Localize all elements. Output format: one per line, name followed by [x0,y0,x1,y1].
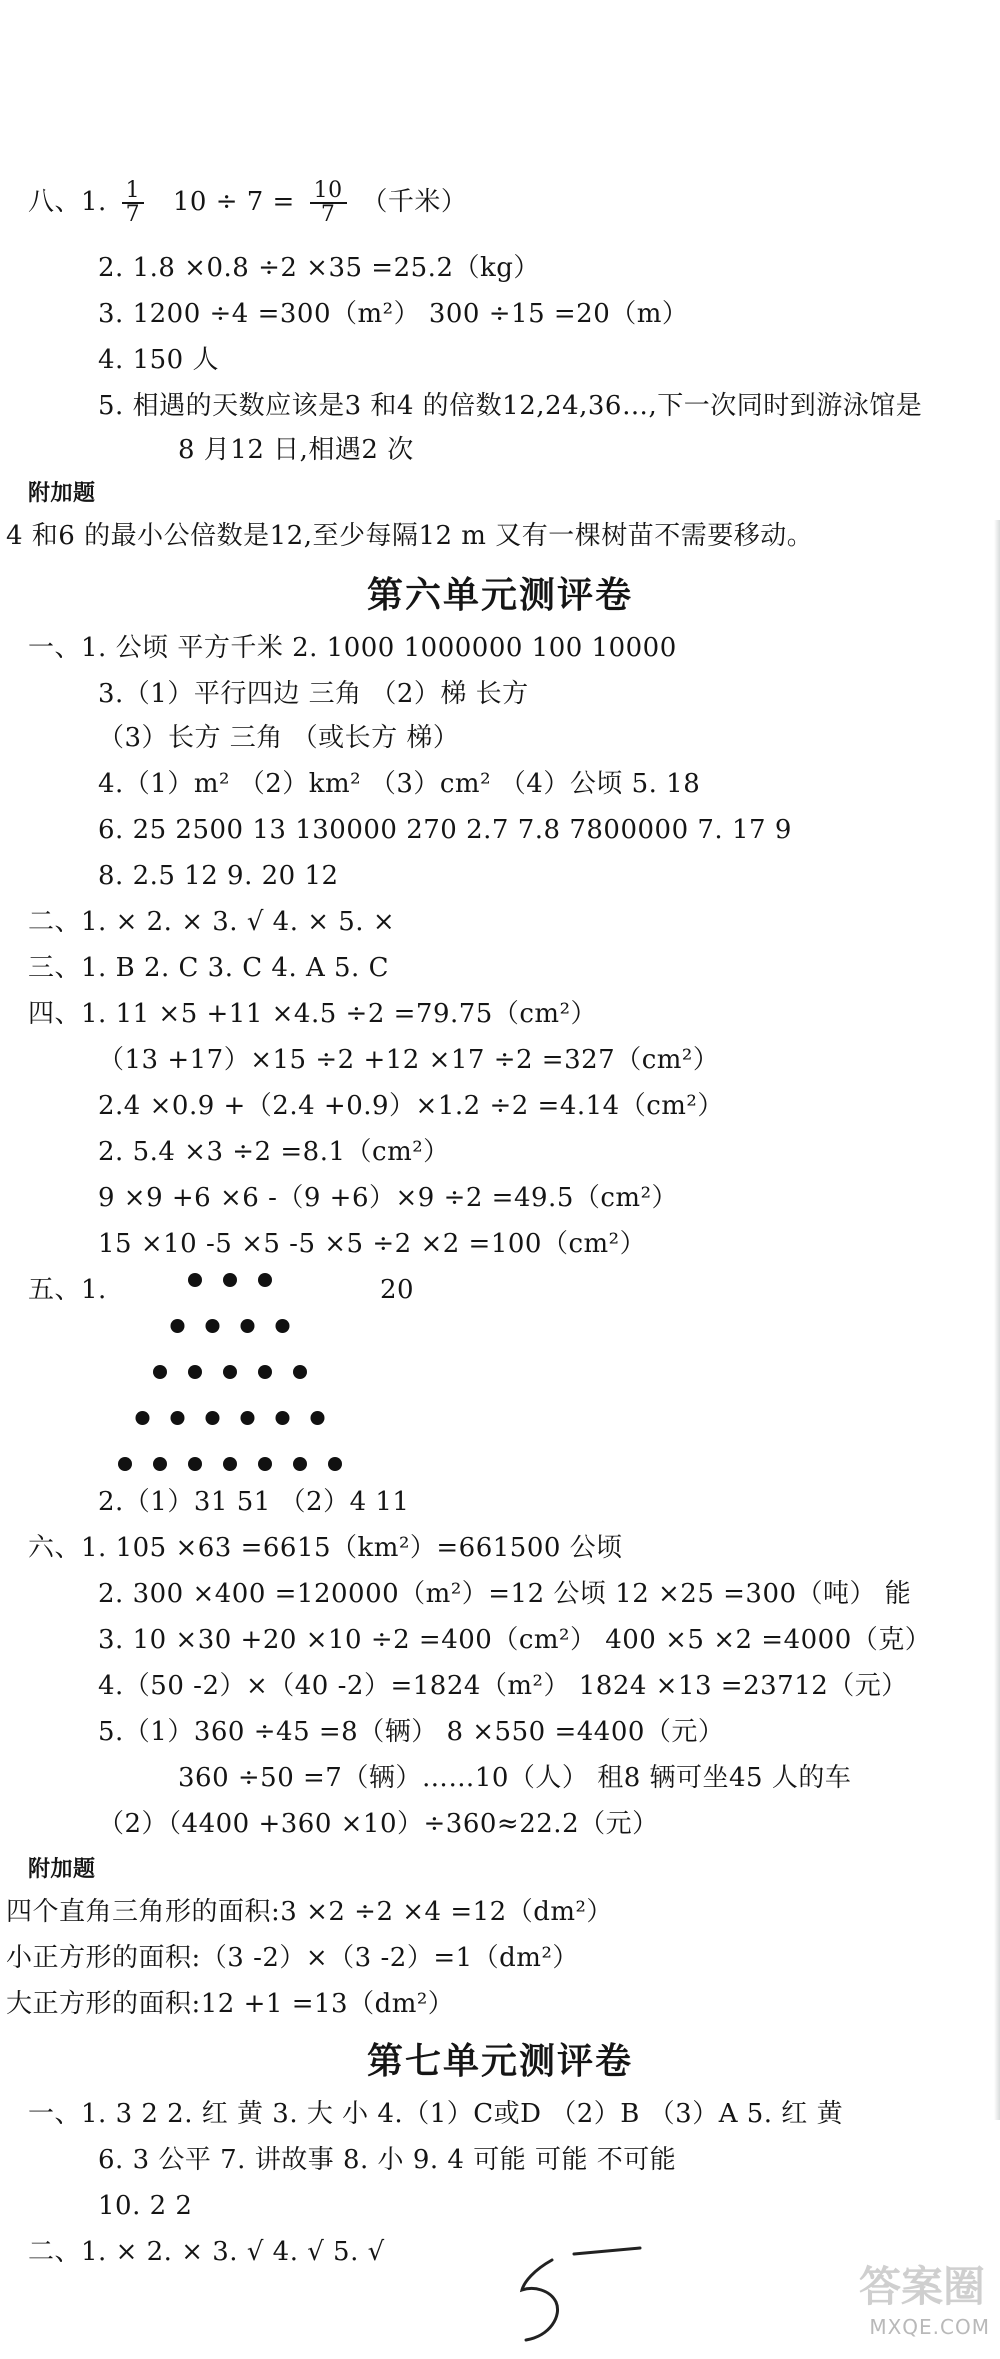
answer-line-8-2: 2. 1.8 ×0.8 ÷2 ×35 =25.2（kg） [98,253,540,283]
triangle-dot [118,1457,132,1471]
u6-line-8: 三、1. B 2. C 3. C 4. A 5. C [28,953,389,983]
fraction-numerator: 1 [122,180,145,204]
fraction-denominator: 7 [320,202,336,227]
section-title-unit7: 第七单元测评卷 [366,2041,633,2082]
answer-line-8-5b: 8 月12 日,相遇2 次 [178,435,414,465]
triangle-dot [206,1319,220,1333]
u6-line-11: 2.4 ×0.9 +（2.4 +0.9）×1.2 ÷2 =4.14（cm²） [98,1091,724,1121]
u6-extra-line-1: 四个直角三角形的面积:3 ×2 ÷2 ×4 =12（dm²） [6,1897,613,1927]
triangle-dot [241,1411,255,1425]
u6-line-6: 8. 2.5 12 9. 20 12 [98,861,339,891]
u6-line-3: （3）长方 三角 （或长方 梯） [98,723,460,753]
extra-answer-unit5: 4 和6 的最小公倍数是12,至少每隔12 m 又有一棵树苗不需要移动。 [6,521,814,551]
triangle-dot [136,1411,150,1425]
u6-line-18: 2. 300 ×400 =120000（m²）=12 公顷 12 ×25 =300（吨） 能 [98,1579,912,1609]
triangle-dot [188,1273,202,1287]
triangle-dot [258,1365,272,1379]
u6-line-14: 15 ×10 -5 ×5 -5 ×5 ÷2 ×2 =100（cm²） [98,1229,647,1259]
triangle-dot [258,1273,272,1287]
triangle-dot [258,1457,272,1471]
triangle-dot [171,1411,185,1425]
u6-line-2: 3.（1）平行四边 三角 （2）梯 长方 [98,679,529,709]
q8-1-expression: 10 ÷ 7 = [172,187,295,217]
u6-line-13: 9 ×9 +6 ×6 -（9 +6）×9 ÷2 =49.5（cm²） [98,1183,678,1213]
triangle-dot [241,1319,255,1333]
u6-line-5: 6. 25 2500 13 130000 270 2.7 7.8 7800000 7. 17 9 [98,815,792,845]
triangle-dot [153,1457,167,1471]
u7-line-1: 一、1. 3 2 2. 红 黄 3. 大 小 4.（1）C或D （2）B （3）A 5. 红 黄 [28,2099,844,2129]
fraction-numerator: 10 [310,180,347,204]
scan-edge-shadow [994,520,1000,2120]
triangle-dot [276,1411,290,1425]
watermark-url: MXQE.COM [869,2315,990,2339]
answer-line-8-3: 3. 1200 ÷4 =300（m²） 300 ÷15 =20（m） [98,299,689,329]
triangle-dot [223,1273,237,1287]
triangle-dot [311,1411,325,1425]
u6-line-19: 3. 10 ×30 +20 ×10 ÷2 =400（cm²） 400 ×5 ×2 =4000（克） [98,1625,932,1655]
triangle-dot [223,1365,237,1379]
u6-q5-answer: 20 [380,1275,415,1305]
triangle-dot [293,1457,307,1471]
u6-line-23: （2）（4400 +360 ×10）÷360≈22.2（元） [98,1809,659,1839]
triangle-dot [171,1319,185,1333]
u6-extra-line-2: 小正方形的面积:（3 -2）×（3 -2）=1（dm²） [6,1943,579,1973]
extra-heading-unit6: 附加题 [28,1857,96,1882]
u6-line-1: 一、1. 公顷 平方千米 2. 1000 1000000 100 10000 [28,633,677,663]
u6-line-12: 2. 5.4 ×3 ÷2 =8.1（cm²） [98,1137,450,1167]
u6-line-17: 六、1. 105 ×63 =6615（km²）=661500 公顷 [28,1533,623,1563]
u6-line-22: 360 ÷50 =7（辆）……10（人） 租8 辆可坐45 人的车 [178,1763,852,1793]
u7-line-3: 10. 2 2 [98,2191,193,2221]
u6-line-16: 2.（1）31 51 （2）4 11 [98,1487,410,1517]
handwritten-page-number [490,2220,660,2350]
fraction-denominator: 7 [125,202,141,227]
section-title-unit6: 第六单元测评卷 [366,575,633,616]
u6-line-7: 二、1. × 2. × 3. √ 4. × 5. × [28,907,396,937]
extra-heading-unit5: 附加题 [28,481,96,506]
u6-extra-line-3: 大正方形的面积:12 +1 =13（dm²） [6,1989,455,2019]
u6-line-4: 4.（1）m² （2）km² （3）cm² （4）公顷 5. 18 [98,769,701,799]
answer-line-8-5a: 5. 相遇的天数应该是3 和4 的倍数12,24,36…,下一次同时到游泳馆是 [98,391,923,421]
triangle-dot [188,1457,202,1471]
triangle-dot [206,1411,220,1425]
triangle-dot [153,1365,167,1379]
triangle-dot [293,1365,307,1379]
watermark-logo: 答案圈 [858,2262,985,2311]
triangle-dot [223,1457,237,1471]
u7-line-4: 二、1. × 2. × 3. √ 4. √ 5. √ [28,2237,385,2267]
q8-1-prefix: 八、1. [28,187,107,217]
answer-line-8-4: 4. 150 人 [98,345,219,375]
u6-line-9: 四、1. 11 ×5 +11 ×4.5 ÷2 =79.75（cm²） [28,999,597,1029]
page-number-value: 5 [490,2220,491,2221]
triangle-dot [328,1457,342,1471]
u6-line-21: 5.（1）360 ÷45 =8（辆） 8 ×550 =4400（元） [98,1717,725,1747]
u7-line-2: 6. 3 公平 7. 讲故事 8. 小 9. 4 可能 可能 不可能 [98,2145,677,2175]
q8-1-unit: （千米） [361,187,468,217]
u6-q5-prefix: 五、1. [28,1275,107,1305]
u6-line-10: （13 +17）×15 ÷2 +12 ×17 ÷2 =327（cm²） [98,1045,720,1075]
triangle-dot [188,1365,202,1379]
triangle-dot [276,1319,290,1333]
u6-line-20: 4.（50 -2）×（40 -2）=1824（m²） 1824 ×13 =23712（元） [98,1671,908,1701]
